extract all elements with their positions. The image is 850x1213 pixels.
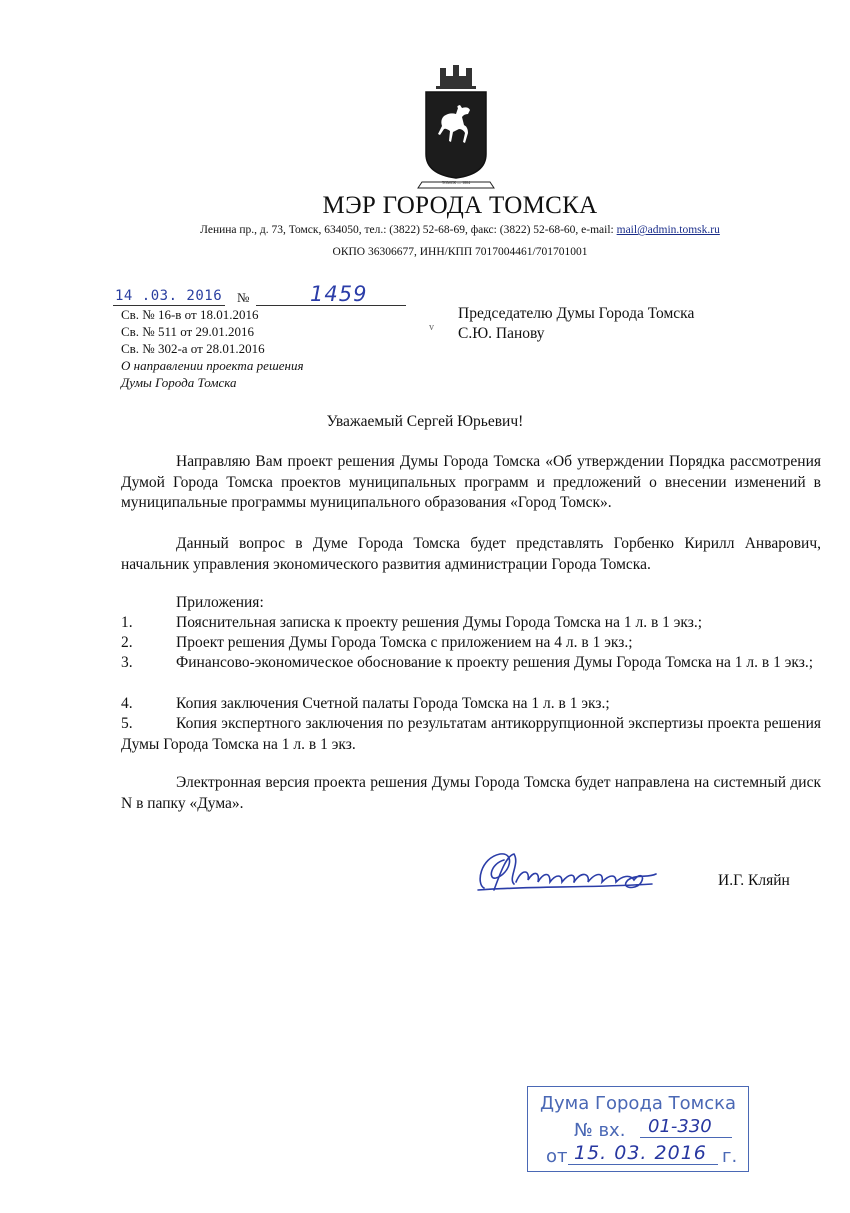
org-codes: ОКПО 36306677, ИНН/КПП 7017004461/701701001 [332, 246, 588, 258]
stamp-year-suffix: г. [722, 1146, 738, 1167]
subject-line: О направлении проекта решения [121, 358, 304, 373]
contact-address [0, 224, 850, 236]
body-paragraph: Данный вопрос в Думе Города Томска будет представлять Горбенко Кирилл Анварович, начальник управления экономического развития администрации Города Томска. [121, 535, 821, 573]
attachment-text: Проект решения Думы Города Томска с приложением на 4 л. в 1 экз.; [176, 634, 633, 651]
attachment-text: Пояснительная записка к проекту решения Думы Города Томска на 1 л. в 1 экз.; [176, 614, 703, 631]
stamp-in-label: № вх. [574, 1120, 626, 1141]
coat-of-arms [414, 62, 498, 194]
attachment-item [121, 653, 821, 674]
page-title: МЭР ГОРОДА ТОМСКА [322, 192, 598, 219]
stamp-date: 15. 03. 2016 [574, 1142, 707, 1164]
number-underline [256, 305, 406, 306]
greeting: Уважаемый Сергей Юрьевич! [326, 413, 524, 430]
attachment-item [121, 613, 821, 634]
stamp-in-number: 01-330 [648, 1116, 712, 1137]
attachment-item [121, 633, 821, 654]
check-mark: v [429, 322, 434, 333]
attachment-text: Копия заключения Счетной палаты Города Томска на 1 л. в 1 экз.; [176, 695, 610, 712]
attachment-number: 3. [121, 654, 133, 671]
stamp-organization: Дума Города Томска [539, 1093, 737, 1114]
addressee-name: С.Ю. Панову [458, 325, 545, 342]
stamp-date-prefix: от [546, 1146, 568, 1167]
closing-paragraph: Электронная версия проекта решения Думы Города Томска будет направлена на системный диск N в папку «Дума». [121, 774, 821, 812]
address-text: Ленина пр., д. 73, Томск, 634050, тел.: (3822) 52-68-69, факс: (3822) 52-68-60, e-mail: [200, 224, 617, 236]
attachment-number: 5. [121, 715, 133, 732]
coat-caption: ТОМСК — 1604 [441, 180, 471, 185]
body-paragraph: Направляю Вам проект решения Думы Города Томска «Об утверждении Порядка рассмотрения Думой Города Томска проектов муниципальных программ и предложений о внесении изменений в муниципальные программы муниципального образования «Город Томск». [121, 453, 821, 512]
number-label: № [237, 290, 250, 305]
registration-number: 1459 [310, 282, 368, 306]
attachment-item [121, 694, 821, 715]
date-underline [113, 305, 225, 306]
subject-line: Думы Города Томска [121, 375, 237, 390]
addressee-title: Председателю Думы Города Томска [458, 305, 695, 322]
registration-date: 14 .03. 2016 [115, 288, 223, 304]
attachment-text: Финансово-экономическое обоснование к проекту решения Думы Города Томска на 1 л. в 1 экз.; [176, 654, 814, 671]
attachment-text: Копия экспертного заключения по результатам антикоррупционной экспертизы проекта решения Думы Города Томска на 1 л. в 1 экз. [121, 715, 821, 753]
attachment-number: 1. [121, 614, 133, 631]
signer-name: И.Г. Кляйн [718, 872, 790, 889]
reference-line: Св. № 302-а от 28.01.2016 [121, 341, 265, 356]
attachments-heading: Приложения: [176, 594, 264, 611]
attachment-number: 2. [121, 634, 133, 651]
attachment-item [121, 714, 821, 755]
stamp-underline [568, 1164, 718, 1165]
crown-icon [436, 65, 476, 89]
attachment-number: 4. [121, 695, 133, 712]
shield-icon [426, 92, 486, 178]
stamp-underline [640, 1137, 732, 1138]
incoming-stamp [527, 1086, 749, 1172]
reference-line: Св. № 511 от 29.01.2016 [121, 324, 254, 339]
handwritten-signature [470, 844, 670, 902]
email-link[interactable]: mail@admin.tomsk.ru [616, 224, 720, 236]
reference-line: Св. № 16-в от 18.01.2016 [121, 307, 259, 322]
